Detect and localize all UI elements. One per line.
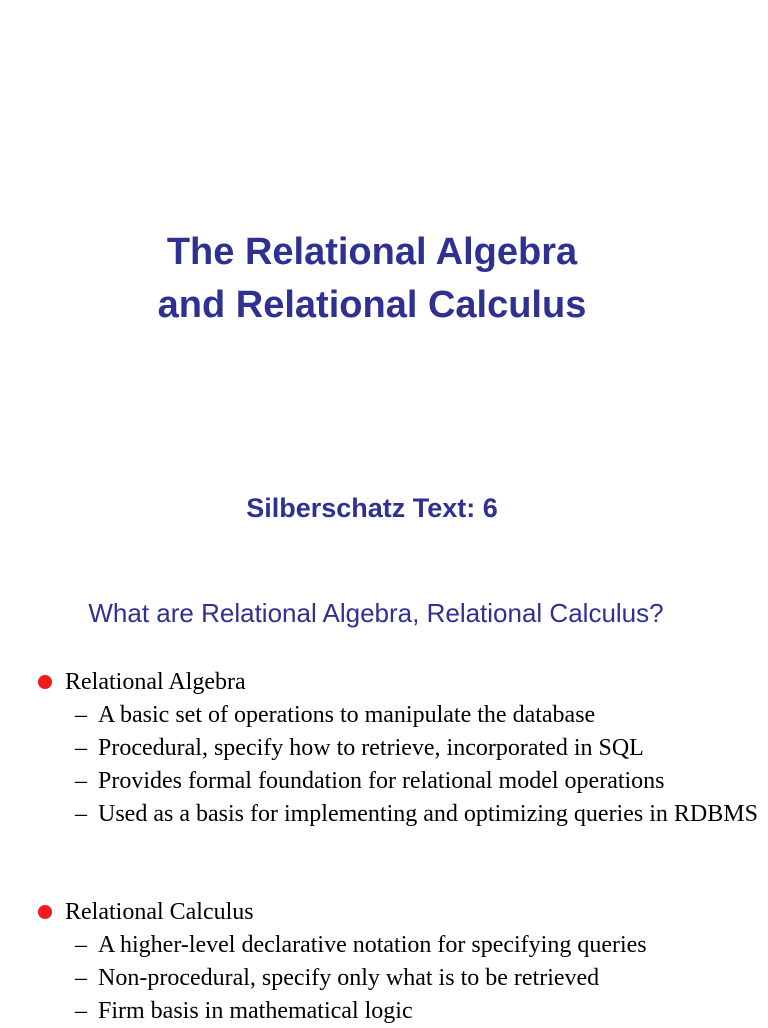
sub-bullet-text: Non-procedural, specify only what is to be retrieved <box>98 965 600 991</box>
slide-title <box>0 226 744 332</box>
dash-icon: – <box>75 932 87 958</box>
bullet-dot-icon <box>38 905 52 919</box>
sub-bullet-item <box>38 798 758 831</box>
bullet-item <box>38 896 758 929</box>
sub-bullet-item <box>38 995 758 1028</box>
sub-bullet-text: A basic set of operations to manipulate the database <box>98 702 596 728</box>
bullet-label: Relational Algebra <box>65 669 246 695</box>
sub-bullet-text: Used as a basis for implementing and optimizing queries in RDBMS <box>98 801 758 827</box>
sub-bullet-text: Provides formal foundation for relational model operations <box>98 768 665 794</box>
section-heading: What are Relational Algebra, Relational Calculus? <box>88 598 664 628</box>
dash-icon: – <box>75 768 87 794</box>
dash-icon: – <box>75 801 87 827</box>
bullet-dot-icon <box>38 675 52 689</box>
dash-icon: – <box>75 965 87 991</box>
sub-bullet-item <box>38 929 758 962</box>
title-line-1: The Relational Algebra <box>166 231 578 273</box>
slide-subtitle: Silberschatz Text: 6 <box>246 493 498 523</box>
bullet-item <box>38 666 758 699</box>
dash-icon: – <box>75 702 87 728</box>
title-line-2: and Relational Calculus <box>157 284 587 326</box>
dash-icon: – <box>75 735 87 761</box>
sub-bullet-item <box>38 699 758 732</box>
sub-bullet-item <box>38 732 758 765</box>
sub-bullet-text: Procedural, specify how to retrieve, incorporated in SQL <box>98 735 644 761</box>
sub-bullet-item <box>38 962 758 995</box>
sub-bullet-item <box>38 765 758 798</box>
sub-bullet-text: Firm basis in mathematical logic <box>98 998 413 1024</box>
bullet-section-relational-calculus <box>38 896 758 1028</box>
bullet-section-relational-algebra <box>38 666 758 831</box>
dash-icon: – <box>75 998 87 1024</box>
sub-bullet-text: A higher-level declarative notation for specifying queries <box>98 932 647 958</box>
bullet-label: Relational Calculus <box>65 899 254 925</box>
